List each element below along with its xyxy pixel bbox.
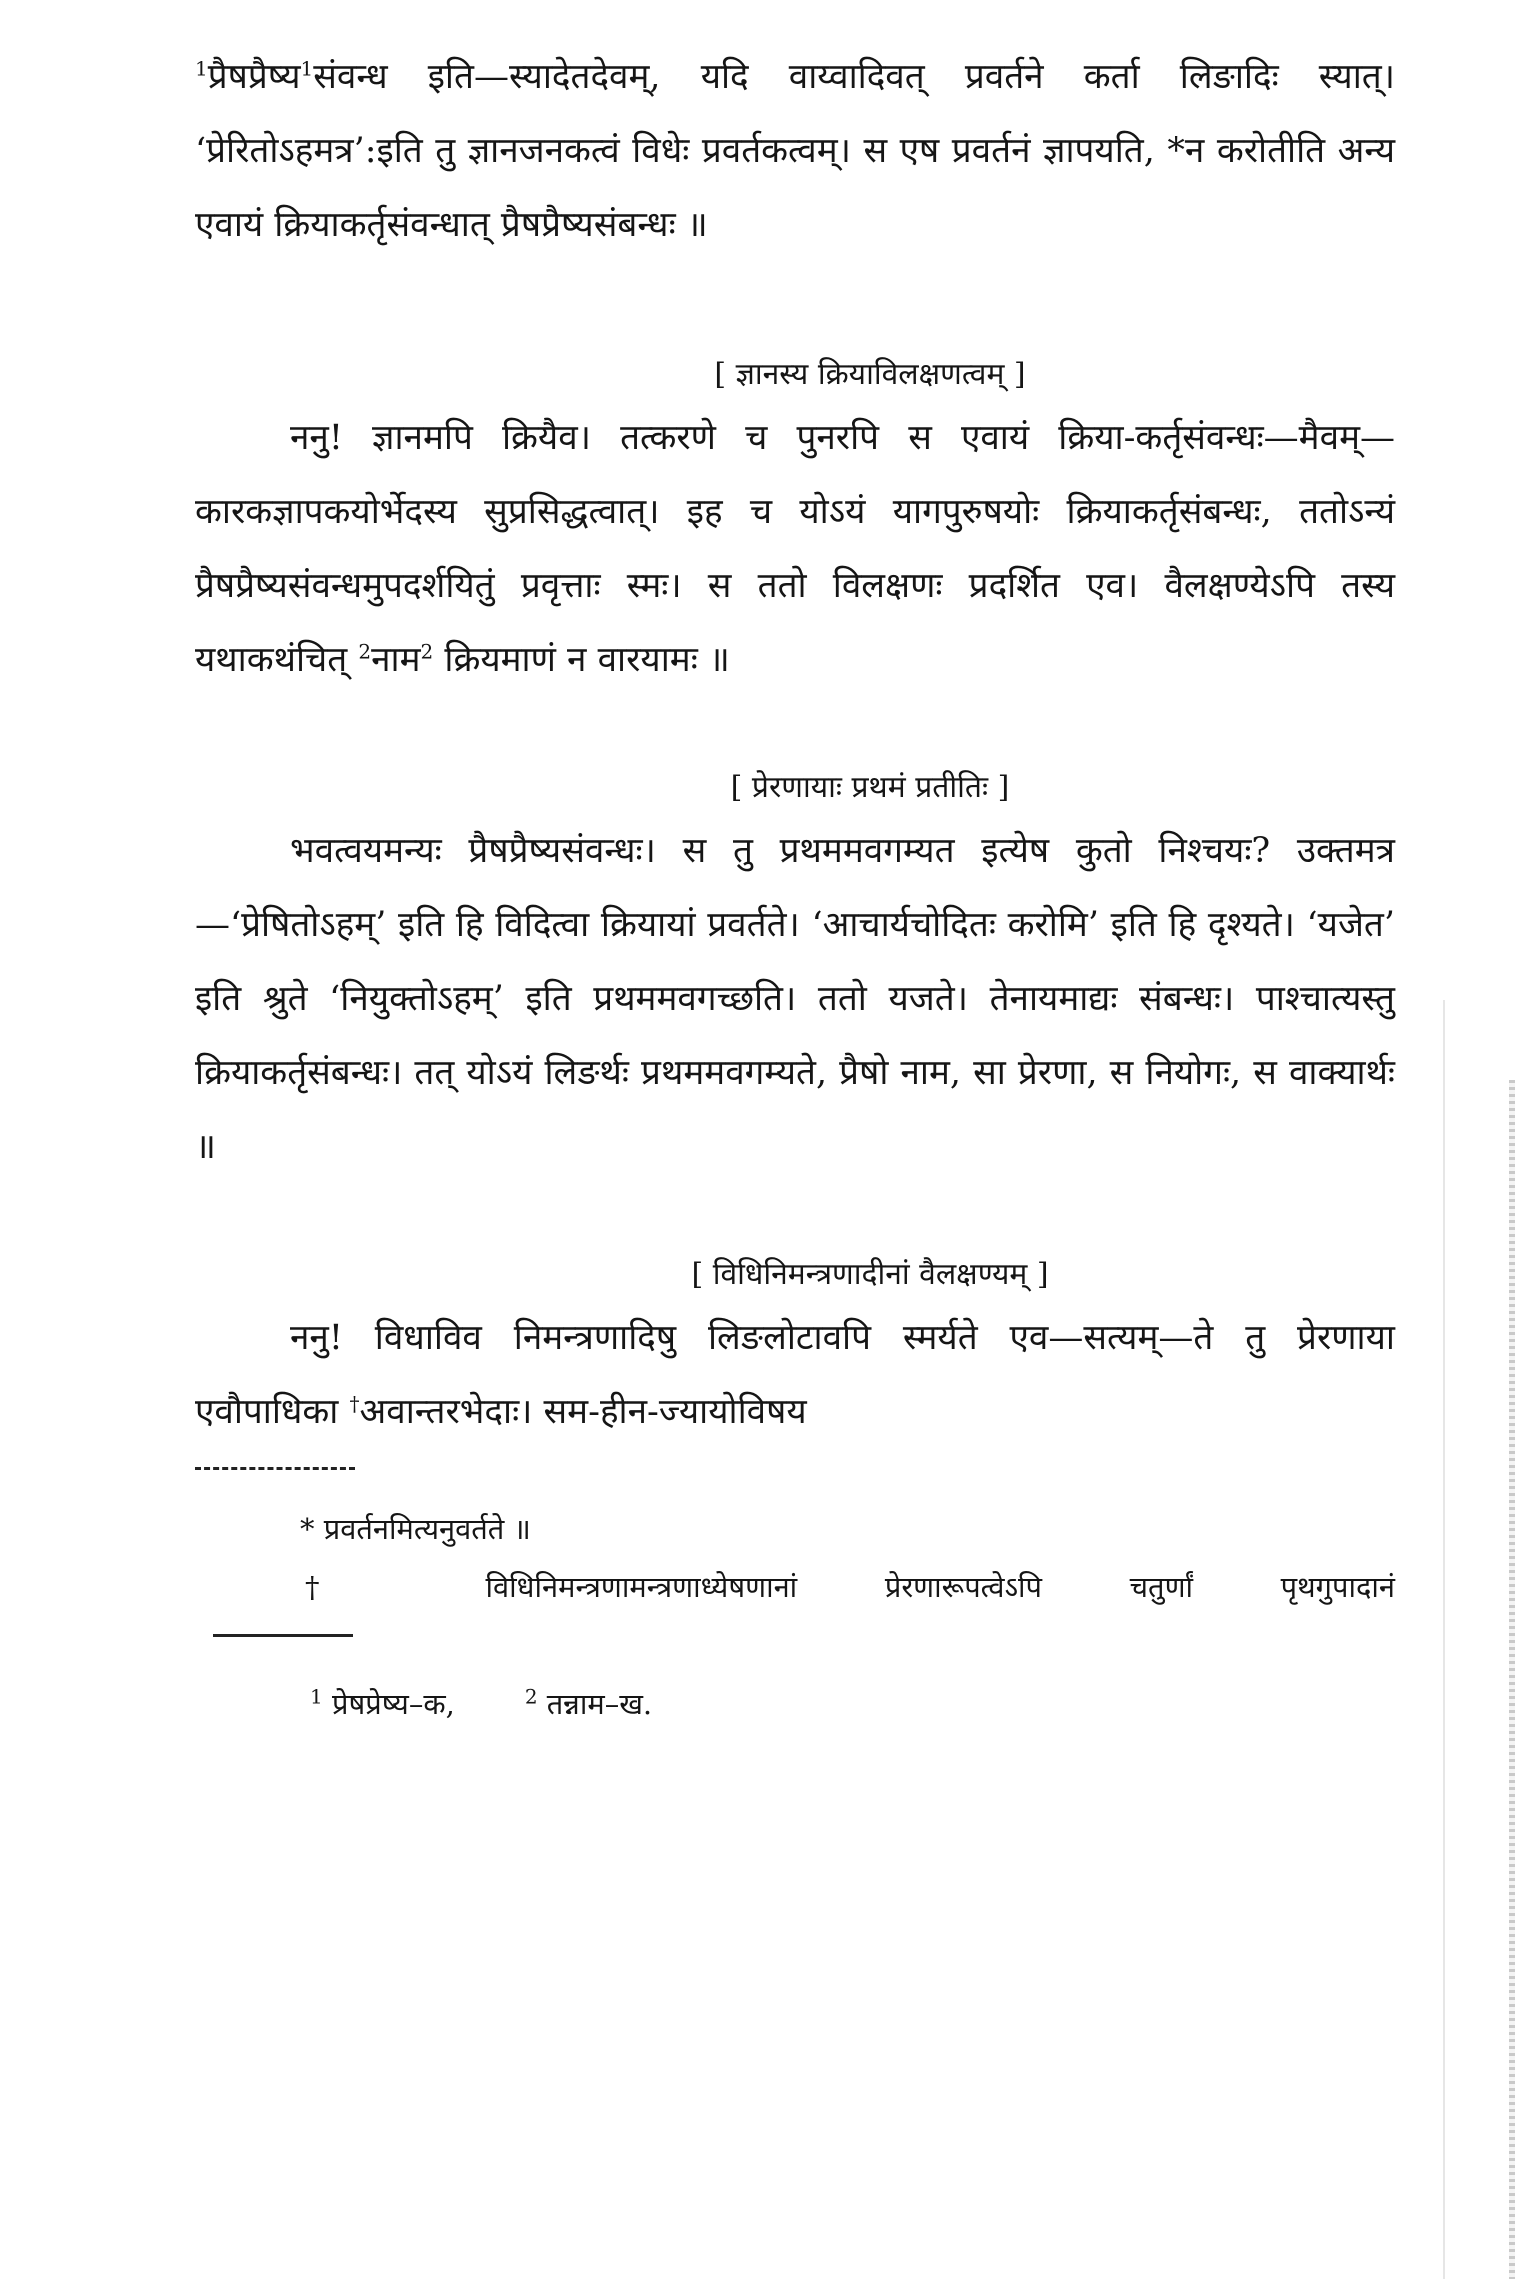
paragraph-1 (195, 40, 1395, 262)
note-number: 2 (524, 1684, 538, 1709)
note-text: प्रेषप्रेष्य–क, (331, 1687, 455, 1721)
paragraph-text: ननु! ज्ञानमपि क्रियैव। तत्करणे च पुनरपि स एवायं क्रिया-कर्तृसंवन्धः—मैवम्—कारकज्ञापकयोर्भेदस्य सुप्रसिद्धत्वात्। इह च योऽयं यागपुरुषयोः क्रियाकर्तृसंबन्धः, ततोऽन्यं प्रैषप्रैष्यसंवन्धमुपदर्शयितुं प्रवृत्ताः स्मः। स ततो विलक्षणः प्रदर्शित एव। वैलक्षण्येऽपि तस्य यथाकथंचित् (195, 418, 1395, 680)
paragraph-text: नाम (371, 640, 421, 680)
paragraph-text: संवन्ध इति—स्यादेतदेवम्, यदि वाय्वादिवत् प्रवर्तने कर्ता लिङादिः स्यात्। ‘प्रेरितोऽहमत्र’:इति तु ज्ञानजनकत्वं विधेः प्रवर्तकत्वम्। स एष प्रवर्तनं ज्ञापयति, *न करोतीति अन्य एवायं क्रियाकर्तृसंवन्धात् प्रैषप्रैष्यसंबन्धः ॥ (195, 57, 1395, 245)
paragraph-text: अवान्तरभेदाः। सम-हीन-ज्यायोविषय (359, 1392, 807, 1432)
section-heading-1: [ ज्ञानस्य क्रियाविलक्षणत्वम् ] (714, 357, 1026, 392)
paragraph-text: प्रैषप्रैष्य (207, 57, 301, 97)
footnote-ref: 2 (358, 639, 372, 664)
footnote-mark: † (349, 1391, 360, 1416)
paragraph-text: ननु! विधाविव निमन्त्रणादिषु लिङलोटावपि स्मर्यते एव—सत्यम्—ते तु प्रेरणाया एवौपाधिका (195, 1318, 1395, 1432)
paragraph-text: क्रियमाणं न वारयामः ॥ (433, 640, 730, 680)
section-heading-2: [ प्रेरणायाः प्रथमं प्रतीतिः ] (730, 770, 1010, 805)
paragraph-4 (195, 1301, 1395, 1449)
note-text: तन्नाम–ख. (546, 1687, 653, 1721)
variant-notes (195, 1675, 1395, 1733)
footnote-1: * प्रवर्तनमित्यनुवर्तते ॥ (300, 1512, 531, 1546)
footnote-ref: 1 (195, 56, 208, 81)
scan-fold-line (1443, 1000, 1445, 2279)
footnote-2: † विधिनिमन्त्रणामन्त्रणाध्येषणानां प्रेरणारूपत्वेऽपि चतुर्णां पृथगुपादानं (305, 1570, 1395, 1604)
footnote-ref: 1 (300, 56, 314, 81)
paragraph-3: भवत्वयमन्यः प्रैषप्रैष्यसंवन्धः। स तु प्रथममवगम्यत इत्येष कुतो निश्चयः? उक्तमत्र—‘प्रेषितोऽहम्’ इति हि विदित्वा क्रियायां प्रवर्तते। ‘आचार्यचोदितः करोमि’ इति हि दृश्यते। ‘यजेत’ इति श्रुते ‘नियुक्तोऽहम्’ इति प्रथममवगच्छति। ततो यजते। तेनायमाद्यः संबन्धः। पाश्चात्यस्तु क्रियाकर्तृसंबन्धः। तत् योऽयं लिङर्थः प्रथममवगम्यते, प्रैषो नाम, सा प्रेरणा, स नियोगः, स वाक्यार्थः ॥ (195, 831, 1395, 1167)
scan-page-edge (1509, 1080, 1515, 2279)
page-content (195, 40, 1395, 1733)
footnote-separator (195, 1467, 355, 1470)
footnote-ref: 2 (420, 639, 434, 664)
section-heading-3: [ विधिनिमन्त्रणादीनां वैलक्षण्यम् ] (691, 1257, 1049, 1292)
variant-notes-separator (213, 1634, 353, 1637)
paragraph-2 (195, 401, 1395, 697)
note-number: 1 (310, 1684, 323, 1709)
